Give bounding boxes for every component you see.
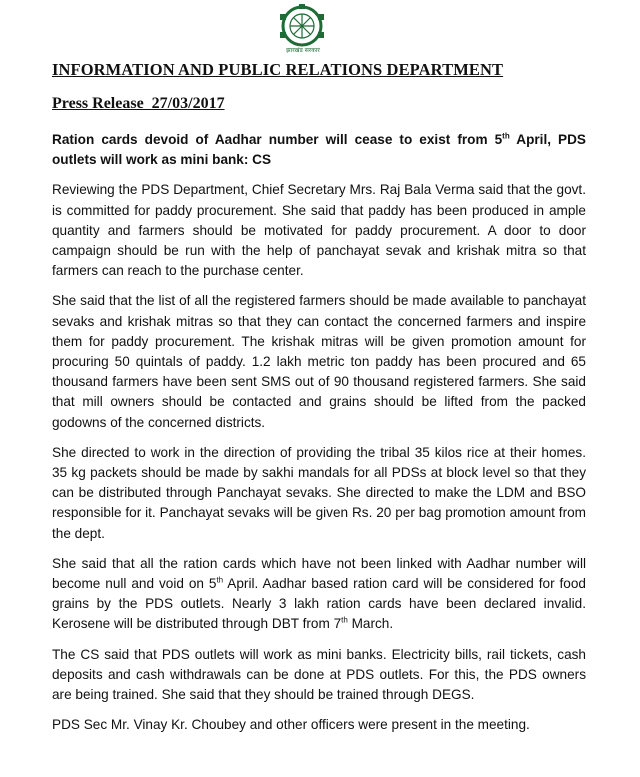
paragraph-5: The CS said that PDS outlets will work as mini banks. Electricity bills, rail tickets, cash deposits and cash withdrawals can be done at PDS outlets. For this, the PDS owners are being trained. She said that they should be trained through DEGS. — [52, 646, 586, 703]
headline-text-2: April, PDS outlets will work as mini bank: CS — [52, 132, 586, 168]
paragraph-2: She said that the list of all the registered farmers should be made available to panchayat sevaks and krishak mitras so that they can contact the concerned farmers and inspire them for paddy procurement. The krishak mitras will be given promotion amount for procuring 50 quintals of paddy. 1.2 lakh metric ton paddy has been procured and 65 thousand farmers have been sent SMS out of 90 thousand registered farmers. She said that mill owners should be contacted and grains should be lifted from the packed godowns of the concerned districts. — [52, 293, 586, 430]
paragraph-6: PDS Sec Mr. Vinay Kr. Choubey and other officers were present in the meeting. — [52, 717, 530, 733]
paragraph-4-text-c: March. — [347, 616, 394, 632]
department-title: INFORMATION AND PUBLIC RELATIONS DEPARTMENT — [52, 60, 504, 79]
release-body — [52, 130, 586, 745]
paragraph-4-text-b: April. Aadhar based ration card will be considered for food grains by the PDS outlets. Nearly 3 lakh ration cards have been declared invalid. Kerosene will be distributed through DBT from 7 — [52, 576, 586, 632]
paragraph-4 — [52, 554, 586, 635]
paragraph-4-sup-1: th — [216, 575, 224, 585]
headline — [52, 130, 586, 170]
press-release-date: Press Release 27/03/2017 — [52, 95, 225, 112]
headline-text-1: Ration cards devoid of Aadhar number will cease to exist from 5 — [52, 132, 503, 147]
paragraph-1: Reviewing the PDS Department, Chief Secretary Mrs. Raj Bala Verma said that the govt. is committed for paddy procurement. She said that paddy has been produced in ample quantity and farmers should be motivated for paddy procurement. A door to door campaign should be run with the help of panchayat sevak and krishak mitra so that farmers can reach to the purchase center. — [52, 182, 586, 279]
paragraph-4-text-a: She said that all the ration cards which have not been linked with Aadhar number will become null and void on 5 — [52, 555, 586, 592]
emblem-caption: झारखंड सरकार — [286, 47, 320, 54]
headline-sup: th — [502, 131, 510, 141]
paragraph-3: She directed to work in the direction of providing the tribal 35 kilos rice at their homes. 35 kg packets should be made by sakhi mandals for all PDSs at block level so that they can be distributed through Panchayat sevaks. She directed to make the LDM and BSO responsible for it. Panchayat sevaks will be given Rs. 20 per bag promotion amount from the dept. — [52, 444, 586, 541]
paragraph-4-sup-2: th — [341, 615, 348, 625]
